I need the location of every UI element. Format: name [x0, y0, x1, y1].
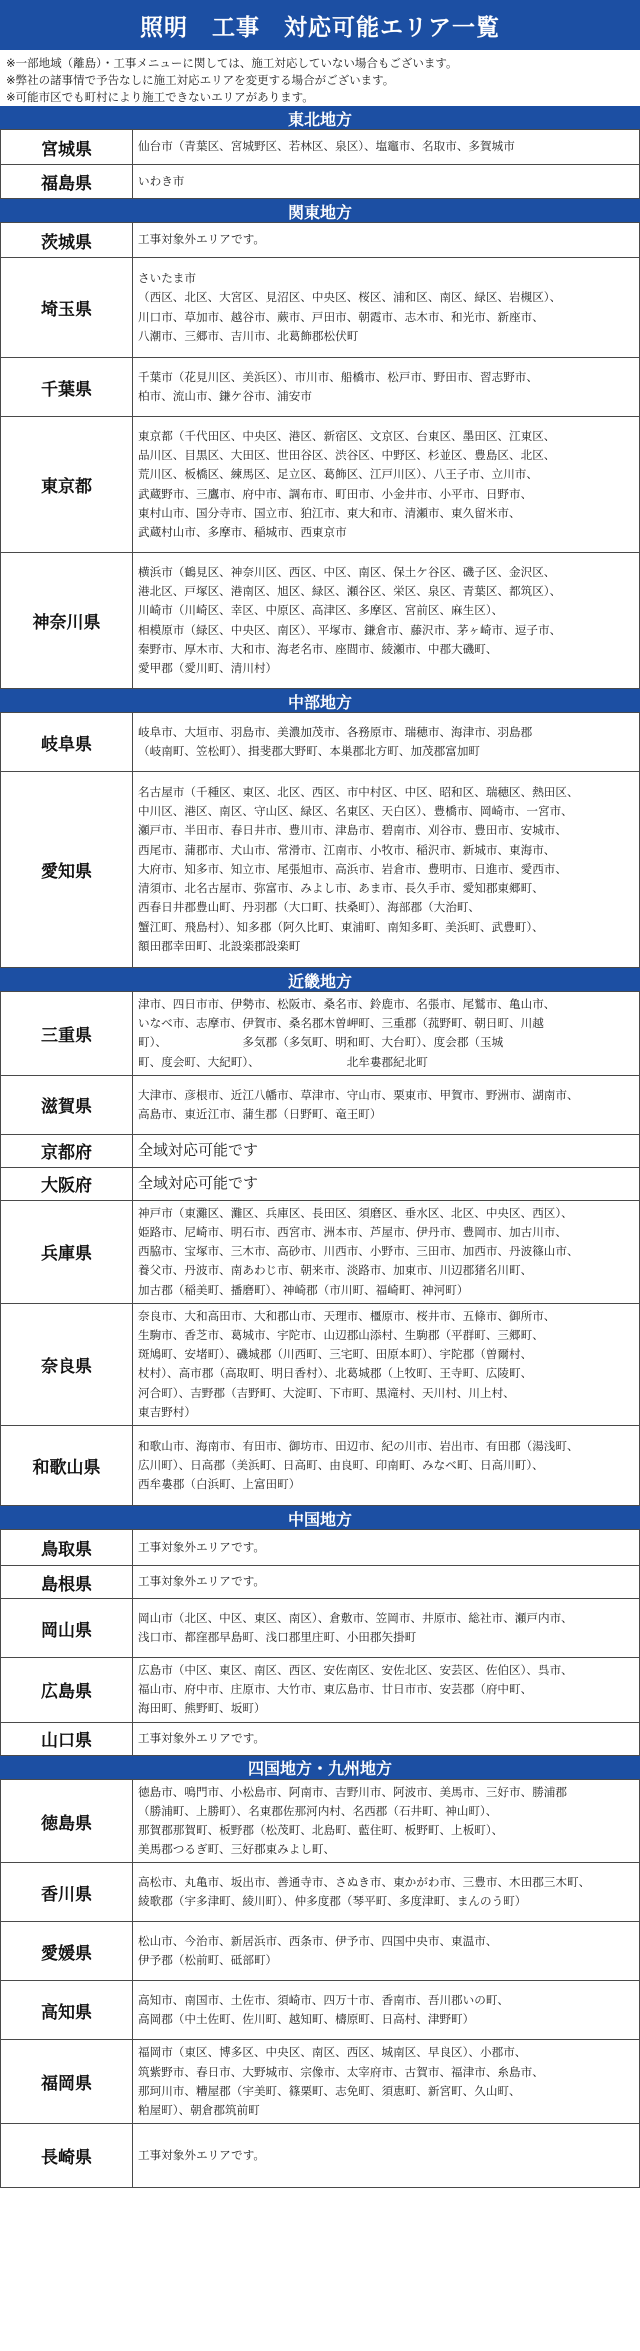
service-area — [133, 1303, 640, 1425]
prefecture-name: 鳥取県 — [1, 1530, 133, 1566]
service-area-text: 松山市、今治市、新居浜市、西条市、伊予市、四国中央市、東温市、 伊予郡（松前町、砥部町） — [138, 1934, 498, 1968]
prefecture-name: 東京都 — [1, 417, 133, 553]
region-header: 関東地方 — [0, 199, 640, 222]
service-area-text: 工事対象外エリアです。 — [138, 2148, 265, 2163]
prefecture-name: 長崎県 — [1, 2124, 133, 2188]
region-header: 東北地方 — [0, 106, 640, 129]
table-row — [1, 1134, 640, 1167]
service-area — [133, 223, 640, 258]
table-row — [1, 713, 640, 772]
prefecture-name: 宮城県 — [1, 130, 133, 165]
service-area-text: 全域対応可能です — [138, 1141, 259, 1160]
region-header: 中部地方 — [0, 689, 640, 712]
prefecture-name: 滋賀県 — [1, 1075, 133, 1134]
table-row — [1, 1658, 640, 1723]
prefecture-table — [0, 991, 640, 1506]
table-row — [1, 1922, 640, 1981]
prefecture-name: 茨城県 — [1, 223, 133, 258]
service-area-text: 神戸市（東灘区、灘区、兵庫区、長田区、須磨区、垂水区、北区、中央区、西区）、 姫路市、尼崎市、明石市、西宮市、洲本市、芦屋市、伊丹市、豊岡市、加古川市、 西脇市、宝塚市、三木市、高砂市、川西市、小野市、三田市、加西市、丹波篠山市、 養父市、丹波市、南あわじ市、朝来市、淡路市、加東市、川辺郡猪名川町、 加古郡（稲美町、播磨町）、神崎郡（市川町、福崎町、神河町） — [138, 1205, 579, 1297]
prefecture-name: 三重県 — [1, 992, 133, 1076]
service-area-text: 奈良市、大和高田市、大和郡山市、天理市、橿原市、桜井市、五條市、御所市、 生駒市、香芝市、葛城市、宇陀市、山辺郡山添村、生駒郡（平群町、三郷町、 斑鳩町、安堵町）、磯城郡（川西町、三宅町、田原本町）、宇陀郡（曽爾村、 杖村）、高市郡（高取町、明日香村）、北葛城郡（上牧町、王寺町、広陵町、 河合町）、吉野郡（吉野町、大淀町、下市町、黒滝村、天川村、川上村、 東吉野村） — [138, 1308, 556, 1419]
prefecture-name: 広島県 — [1, 1658, 133, 1723]
table-row — [1, 992, 640, 1076]
service-area — [133, 992, 640, 1076]
service-area — [133, 1658, 640, 1723]
service-area-text: 津市、四日市市、伊勢市、松阪市、桑名市、鈴鹿市、名張市、尾鷲市、亀山市、 いなべ市、志摩市、伊賀市、桑名郡木曽岬町、三重郡（菰野町、朝日町、川越 町）、 多気郡（多気町、明和町、大台町）、度会郡（玉城 町、度会町、大紀町）、 北牟婁郡紀北町 — [138, 997, 556, 1069]
service-area-text: 工事対象外エリアです。 — [138, 1731, 265, 1746]
area-list — [0, 106, 640, 2188]
service-area — [133, 553, 640, 689]
prefecture-name: 福岡県 — [1, 2040, 133, 2124]
prefecture-name: 岡山県 — [1, 1599, 133, 1658]
table-row — [1, 1599, 640, 1658]
service-area-text: 横浜市（鶴見区、神奈川区、西区、中区、南区、保土ケ谷区、磯子区、金沢区、 港北区、戸塚区、港南区、旭区、緑区、瀬谷区、栄区、泉区、青葉区、都筑区）、 川崎市（川崎区、幸区、中原区、高津区、多摩区、宮前区、麻生区）、 相模原市（緑区、中央区、南区）、平塚市、鎌倉市、藤沢市、茅ヶ崎市、逗子市、 秦野市、厚木市、大和市、海老名市、座間市、綾瀬市、中郡大磯町、 愛甲郡（愛川町、清川村） — [138, 564, 562, 675]
prefecture-name: 千葉県 — [1, 358, 133, 417]
table-row — [1, 358, 640, 417]
service-area-text: 千葉市（花見川区、美浜区）、市川市、船橋市、松戸市、野田市、習志野市、 柏市、流山市、鎌ケ谷市、浦安市 — [138, 369, 538, 403]
service-area-text: 高知市、南国市、土佐市、須崎市、四万十市、香南市、吾川郡いの町、 高岡郡（中土佐町、佐川町、越知町、檮原町、日高村、津野町） — [138, 1993, 510, 2027]
service-area-text: 全域対応可能です — [138, 1174, 259, 1193]
table-row — [1, 1426, 640, 1506]
service-area-text: 和歌山市、海南市、有田市、御坊市、田辺市、紀の川市、岩出市、有田郡（湯浅町、 広川町）、日高郡（美浜町、日高町、由良町、印南町、みなべ町、日高川町）、 西牟婁郡（白浜町、上富田町） — [138, 1438, 579, 1492]
prefecture-name: 京都府 — [1, 1134, 133, 1167]
table-row — [1, 772, 640, 968]
service-area — [133, 1134, 640, 1167]
prefecture-table — [0, 1779, 640, 2189]
service-area — [133, 258, 640, 358]
prefecture-table — [0, 129, 640, 199]
service-area-text: 工事対象外エリアです。 — [138, 1539, 265, 1554]
service-area — [133, 130, 640, 165]
prefecture-table — [0, 222, 640, 689]
service-area-text: 工事対象外エリアです。 — [138, 1574, 265, 1589]
region-header: 四国地方・九州地方 — [0, 1756, 640, 1779]
service-area — [133, 1779, 640, 1863]
table-row — [1, 165, 640, 199]
service-area — [133, 1599, 640, 1658]
service-area — [133, 713, 640, 772]
service-area — [133, 165, 640, 199]
region-header: 中国地方 — [0, 1506, 640, 1529]
notes — [0, 50, 640, 106]
service-area-text: 徳島市、鳴門市、小松島市、阿南市、吉野川市、阿波市、美馬市、三好市、勝浦郡 （勝浦町、上勝町）、名東郡佐那河内村、名西郡（石井町、神山町）、 那賀郡那賀町、板野郡（松茂町、北島町、藍住町、板野町、上板町）、 美馬郡つるぎ町、三好郡東みよし町、 — [138, 1784, 567, 1857]
prefecture-name: 島根県 — [1, 1566, 133, 1599]
note-line: ※一部地域（離島）・工事メニューに関しては、施工対応していない場合もございます。 — [6, 56, 458, 70]
service-area-text: 福岡市（東区、博多区、中央区、南区、西区、城南区、早良区）、小郡市、 筑紫野市、春日市、大野城市、宗像市、太宰府市、古賀市、福津市、糸島市、 那珂川市、糟屋郡（宇美町、篠栗町、志免町、須恵町、新宮町、久山町、 粕屋町）、朝倉郡筑前町 — [138, 2045, 544, 2118]
service-area — [133, 1722, 640, 1755]
prefecture-name: 大阪府 — [1, 1167, 133, 1200]
prefecture-name: 奈良県 — [1, 1303, 133, 1425]
table-row — [1, 130, 640, 165]
table-row — [1, 223, 640, 258]
table-row — [1, 2040, 640, 2124]
prefecture-name: 徳島県 — [1, 1779, 133, 1863]
service-area-text: さいたま市 （西区、北区、大宮区、見沼区、中央区、桜区、浦和区、南区、緑区、岩槻区）、 川口市、草加市、越谷市、蕨市、戸田市、朝霞市、志木市、和光市、新座市、 八潮市、三郷市、吉川市、北葛飾郡松伏町 — [138, 271, 562, 343]
service-area — [133, 2124, 640, 2188]
service-area-text: 岐阜市、大垣市、羽島市、美濃加茂市、各務原市、瑞穂市、海津市、羽島郡 （岐南町、笠松町）、揖斐郡大野町、本巣郡北方町、加茂郡富加町 — [138, 724, 533, 758]
table-row — [1, 1303, 640, 1425]
service-area-text: 東京都（千代田区、中央区、港区、新宿区、文京区、台東区、墨田区、江東区、 品川区、目黒区、大田区、世田谷区、渋谷区、中野区、杉並区、豊島区、北区、 荒川区、板橋区、練馬区、足立区、葛飾区、江戸川区）、八王子市、立川市、 武蔵野市、三鷹市、府中市、調布市、町田市、小金井市、小平市、日野市、 東村山市、国分寺市、国立市、狛江市、東大和市、清瀬市、東久留米市、 武蔵村山市、多摩市、稲城市、西東京市 — [138, 428, 556, 539]
prefecture-name: 愛媛県 — [1, 1922, 133, 1981]
prefecture-name: 福島県 — [1, 165, 133, 199]
table-row — [1, 1200, 640, 1303]
prefecture-table — [0, 712, 640, 968]
page-title: 照明 工事 対応可能エリア一覧 — [0, 0, 640, 50]
service-area-text: 工事対象外エリアです。 — [138, 232, 265, 247]
service-area-text: 岡山市（北区、中区、東区、南区）、倉敷市、笠岡市、井原市、総社市、瀬戸内市、 浅口市、都窪郡早島町、浅口郡里庄町、小田郡矢掛町 — [138, 1610, 573, 1645]
region-header: 近畿地方 — [0, 968, 640, 991]
service-area — [133, 1426, 640, 1506]
table-row — [1, 258, 640, 358]
service-area-text: 広島市（中区、東区、南区、西区、安佐南区、安佐北区、安芸区、佐伯区）、呉市、 福山市、府中市、庄原市、大竹市、東広島市、廿日市市、安芸郡（府中町、 海田町、熊野町、坂町） — [138, 1663, 573, 1716]
service-area — [133, 1200, 640, 1303]
service-area — [133, 2040, 640, 2124]
note-line: ※弊社の諸事情で予告なしに施工対応エリアを変更する場合がございます。 — [6, 73, 395, 87]
service-area-text: 大津市、彦根市、近江八幡市、草津市、守山市、栗東市、甲賀市、野洲市、湖南市、 高島市、東近江市、蒲生郡（日野町、竜王町） — [138, 1087, 579, 1121]
table-row — [1, 2124, 640, 2188]
table-row — [1, 1981, 640, 2040]
prefecture-name: 神奈川県 — [1, 553, 133, 689]
prefecture-name: 高知県 — [1, 1981, 133, 2040]
service-area — [133, 1922, 640, 1981]
prefecture-name: 埼玉県 — [1, 258, 133, 358]
table-row — [1, 1779, 640, 1863]
prefecture-name: 香川県 — [1, 1863, 133, 1922]
service-area — [133, 1075, 640, 1134]
service-area-text: 名古屋市（千種区、東区、北区、西区、市中村区、中区、昭和区、瑞穂区、熱田区、 中川区、港区、南区、守山区、緑区、名東区、天白区）、豊橋市、岡崎市、一宮市、 瀬戸市、半田市、春日井市、豊川市、津島市、碧南市、刈谷市、豊田市、安城市、 西尾市、蒲郡市、犬山市、常滑市、江南市、小牧市、稲沢市、新城市、東海市、 大府市、知多市、知立市、尾張旭市、高浜市、岩倉市、豊明市、日進市、愛西市、 清須市、北名古屋市、弥富市、みよし市、あま市、長久手市、愛知郡東郷町、 西春日井郡豊山町、丹羽郡（大口町、扶桑町）、海部郡（大治町、 蟹江町、飛島村）、知多郡（阿久比町、東浦町、南知多町、美浜町、武豊町）、 額田郡幸田町、北設楽郡設楽町 — [138, 785, 579, 953]
note-line: ※可能市区でも町村により施工できないエリアがあります。 — [6, 90, 314, 104]
service-area — [133, 1167, 640, 1200]
prefecture-name: 兵庫県 — [1, 1200, 133, 1303]
table-row — [1, 1075, 640, 1134]
table-row — [1, 1167, 640, 1200]
table-row — [1, 1722, 640, 1755]
table-row — [1, 1566, 640, 1599]
table-row — [1, 1863, 640, 1922]
service-area — [133, 1981, 640, 2040]
service-area-text: いわき市 — [138, 173, 185, 188]
service-area — [133, 1863, 640, 1922]
prefecture-table — [0, 1529, 640, 1756]
service-area — [133, 358, 640, 417]
prefecture-name: 愛知県 — [1, 772, 133, 968]
table-row — [1, 417, 640, 553]
service-area — [133, 417, 640, 553]
service-area-text: 高松市、丸亀市、坂出市、善通寺市、さぬき市、東かがわ市、三豊市、木田郡三木町、 綾歌郡（宇多津町、綾川町）、仲多度郡（琴平町、多度津町、まんのう町） — [138, 1875, 591, 1909]
service-area — [133, 1530, 640, 1566]
prefecture-name: 山口県 — [1, 1722, 133, 1755]
service-area — [133, 1566, 640, 1599]
prefecture-name: 岐阜県 — [1, 713, 133, 772]
table-row — [1, 1530, 640, 1566]
table-row — [1, 553, 640, 689]
service-area-text: 仙台市（青葉区、宮城野区、若林区、泉区）、塩竈市、名取市、多賀城市 — [138, 139, 515, 154]
service-area — [133, 772, 640, 968]
prefecture-name: 和歌山県 — [1, 1426, 133, 1506]
